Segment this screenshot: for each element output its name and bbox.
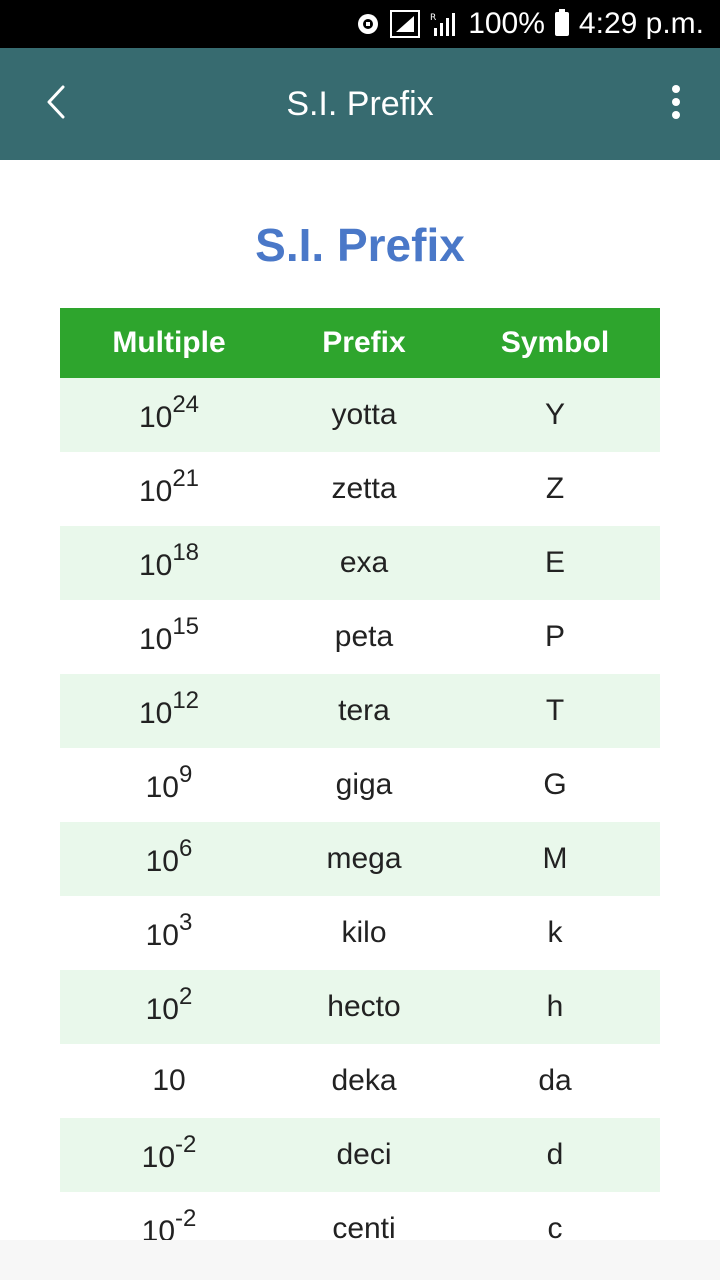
- symbol-cell: M: [450, 822, 660, 896]
- symbol-cell: Z: [450, 452, 660, 526]
- page-title: S.I. Prefix: [255, 219, 465, 271]
- table-row: [60, 1044, 660, 1118]
- table-row: [60, 896, 660, 970]
- prefix-cell: mega: [278, 822, 450, 896]
- multiple-base: 10: [138, 475, 173, 508]
- multiple-exponent: 6: [179, 835, 193, 863]
- app-bar-title: S.I. Prefix: [286, 84, 434, 123]
- prefix-cell: giga: [278, 748, 450, 822]
- multiple-base: 10: [138, 549, 173, 582]
- multiple-exponent: 21: [172, 465, 200, 493]
- more-vertical-icon: [671, 84, 681, 125]
- battery-percent: 100%: [468, 7, 545, 40]
- table-row: [60, 452, 660, 526]
- symbol-cell: T: [450, 674, 660, 748]
- multiple-base: 10: [138, 697, 173, 730]
- multiple-base: 10: [141, 1215, 176, 1240]
- multiple-exponent: -2: [175, 1205, 197, 1233]
- multiple-cell: [60, 970, 278, 1044]
- prefix-cell: hecto: [278, 970, 450, 1044]
- prefix-cell: yotta: [278, 378, 450, 452]
- header-multiple: Multiple: [60, 308, 278, 378]
- table-row: [60, 822, 660, 896]
- table-row: [60, 674, 660, 748]
- si-prefix-table: [60, 308, 660, 1240]
- multiple-cell: [60, 674, 278, 748]
- status-bar: [0, 0, 720, 48]
- multiple-base: 10: [138, 623, 173, 656]
- app-bar: [0, 48, 720, 160]
- multiple-cell: [60, 1118, 278, 1192]
- battery-icon: [555, 12, 569, 36]
- symbol-cell: G: [450, 748, 660, 822]
- multiple-cell: [60, 896, 278, 970]
- symbol-cell: c: [450, 1192, 660, 1240]
- multiple-exponent: 2: [179, 983, 193, 1011]
- symbol-cell: E: [450, 526, 660, 600]
- symbol-cell: d: [450, 1118, 660, 1192]
- table-row: [60, 1192, 660, 1240]
- multiple-cell: [60, 1044, 278, 1118]
- prefix-cell: deci: [278, 1118, 450, 1192]
- symbol-cell: Y: [450, 378, 660, 452]
- signal-icon: [390, 10, 420, 38]
- header-symbol: Symbol: [450, 308, 660, 378]
- prefix-cell: exa: [278, 526, 450, 600]
- multiple-exponent: 18: [172, 539, 200, 567]
- symbol-cell: k: [450, 896, 660, 970]
- svg-text:R: R: [430, 13, 437, 23]
- multiple-exponent: 9: [179, 761, 193, 789]
- table-row: [60, 970, 660, 1044]
- table-row: [60, 526, 660, 600]
- prefix-cell: zetta: [278, 452, 450, 526]
- table-row: [60, 600, 660, 674]
- multiple-cell: [60, 1192, 278, 1240]
- multiple-cell: [60, 526, 278, 600]
- prefix-cell: peta: [278, 600, 450, 674]
- symbol-cell: da: [450, 1044, 660, 1118]
- table-row: [60, 748, 660, 822]
- multiple-cell: [60, 378, 278, 452]
- multiple-exponent: 24: [172, 391, 200, 419]
- multiple-exponent: 15: [172, 613, 200, 641]
- symbol-cell: P: [450, 600, 660, 674]
- multiple-base: 10: [152, 1064, 186, 1097]
- header-prefix: Prefix: [278, 308, 450, 378]
- prefix-cell: kilo: [278, 896, 450, 970]
- chevron-left-icon: [45, 85, 67, 124]
- multiple-cell: [60, 822, 278, 896]
- table-row: [60, 378, 660, 452]
- prefix-cell: tera: [278, 674, 450, 748]
- multiple-exponent: 12: [172, 687, 200, 715]
- prefix-cell: centi: [278, 1192, 450, 1240]
- multiple-base: 10: [145, 919, 179, 952]
- back-button[interactable]: [28, 76, 84, 132]
- table-row: [60, 1118, 660, 1192]
- multiple-base: 10: [145, 771, 179, 804]
- multiple-exponent: 3: [179, 909, 193, 937]
- table-header-row: [60, 308, 660, 378]
- multiple-base: 10: [138, 401, 173, 434]
- multiple-cell: [60, 452, 278, 526]
- data-saver-icon: [356, 12, 380, 36]
- symbol-cell: h: [450, 970, 660, 1044]
- prefix-cell: deka: [278, 1044, 450, 1118]
- multiple-cell: [60, 748, 278, 822]
- clock: 4:29 p.m.: [578, 7, 704, 40]
- multiple-base: 10: [145, 993, 179, 1026]
- overflow-menu-button[interactable]: [656, 76, 696, 132]
- multiple-base: 10: [141, 1141, 176, 1174]
- multiple-base: 10: [145, 845, 179, 878]
- bottom-strip: [0, 1240, 720, 1280]
- multiple-exponent: -2: [175, 1131, 197, 1159]
- multiple-cell: [60, 600, 278, 674]
- content-area[interactable]: [0, 160, 720, 1240]
- roaming-signal-icon: [430, 10, 458, 38]
